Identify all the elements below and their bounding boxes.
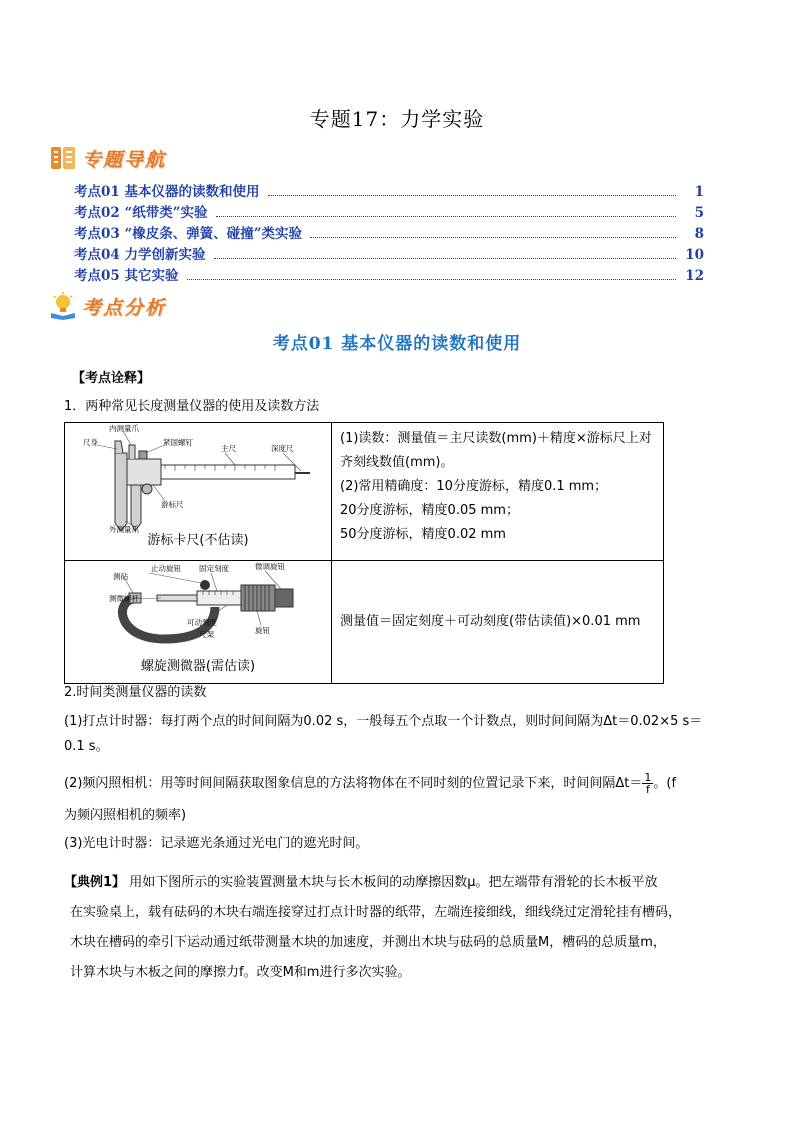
micrometer-text: 测量值＝固定刻度＋可动刻度(带估读值)×0.01 mm	[340, 614, 641, 629]
page-title: 专题17：力学实验	[309, 107, 485, 131]
micrometer-label-frame: 尺架	[199, 630, 214, 639]
micrometer-diagram	[65, 561, 331, 653]
timer-line-1: (1)打点计时器：每打两个点的时间间隔为0.02 s，一般每五个点取一个计数点，则时间间隔为Δt＝0.02×5 s＝	[64, 714, 703, 729]
caliper-label-tail: 尺身	[83, 438, 98, 447]
toc-item[interactable]: 考点02 “纸带类”实验 5	[74, 205, 704, 221]
frac-1-over-f: $\frac{1}{f}$	[644, 771, 652, 796]
caliper-text-line: 50分度游标，精度0.02 mm	[340, 527, 506, 542]
flash-line-2: 为频闪照相机的频率)	[64, 808, 187, 823]
flash-text: (2)频闪照相机：用等时间间隔获取图象信息的方法将物体在不同时刻的位置记录下来，时间间隔Δt＝	[64, 775, 643, 791]
example-line-4: 计算木块与木板之间的摩擦力f。改变M和m进行多次实验。	[70, 965, 411, 980]
photogate-line: (3)光电计时器：记录遮光条通过光电门的遮光时间。	[64, 836, 369, 851]
caliper-figure-cell	[65, 423, 332, 561]
caliper-label-depth: 深度尺	[271, 444, 294, 453]
caliper-text-line: (2)常用精确度：10分度游标，精度0.1 mm；	[340, 479, 608, 494]
micrometer-figure-cell	[65, 561, 332, 684]
micrometer-text-cell	[332, 561, 664, 684]
explain-heading: 【考点诠释】	[72, 371, 151, 386]
caliper-text-line: (1)读数：测量值＝主尺读数(mm)＋精度×游标尺上对	[340, 431, 652, 446]
micrometer-label-knob: 旋钮	[255, 626, 270, 635]
caliper-label-vernier: 游标尺	[161, 500, 184, 509]
nav-icon	[48, 143, 78, 173]
micrometer-label-stop-knob: 止动旋钮	[151, 564, 181, 573]
toc-item[interactable]: 考点04 力学创新实验 10	[74, 247, 704, 263]
flash-line-1	[64, 772, 676, 795]
micrometer-label-fine: 微调旋钮	[255, 562, 285, 571]
toc-item[interactable]: 考点01 基本仪器的读数和使用 1	[74, 184, 704, 200]
toc-item[interactable]: 考点03 “橡皮条、弹簧、碰撞”类实验 8	[74, 226, 704, 242]
instrument-table	[64, 422, 664, 684]
caliper-text-line: 20分度游标，精度0.05 mm；	[340, 503, 519, 518]
timer-line-2: 0.1 s。	[64, 739, 109, 754]
lightbulb-book-icon	[48, 291, 78, 321]
micrometer-label-fixed: 固定刻度	[199, 564, 229, 573]
example-tag: 【典例1】	[64, 875, 126, 890]
caliper-text-line: 齐刻线数值(mm)。	[340, 455, 454, 470]
example-line-3: 木块在槽码的牵引下运动通过纸带测量木块的加速度，并测出木块与砝码的总质量M，槽码的总质量m，	[70, 935, 666, 950]
micrometer-label-anvil: 测砧	[113, 572, 128, 581]
item-2-heading: 2.时间类测量仪器的读数	[64, 685, 207, 700]
caliper-text-cell	[332, 423, 664, 561]
example-line-2: 在实验桌上，载有砝码的木块右端连接穿过打点计时器的纸带，左端连接细线，细线绕过定滑轮挂有槽码，	[70, 905, 682, 920]
caliper-label-inner-jaw: 内测量爪	[109, 424, 139, 433]
micrometer-label-movable: 可动刻度	[187, 618, 217, 627]
vernier-caliper-diagram	[65, 423, 331, 533]
caliper-label-lock-screw: 紧固螺钉	[163, 438, 193, 447]
analysis-banner	[48, 291, 166, 321]
toc-item[interactable]: 考点05 其它实验 12	[74, 268, 704, 284]
flash-text-tail: 。(f	[653, 775, 677, 791]
item-1-heading: 1．两种常见长度测量仪器的使用及读数方法	[64, 399, 320, 414]
micrometer-caption: 螺旋测微器(需估读)	[140, 659, 256, 674]
caliper-label-outer-jaw: 外测量爪	[109, 525, 139, 533]
caliper-label-main-scale: 主尺	[221, 444, 236, 453]
topic-nav-banner	[48, 143, 166, 173]
table-of-contents	[74, 180, 704, 290]
section-title: 考点01 基本仪器的读数和使用	[272, 334, 522, 354]
analysis-banner-text: 考点分析	[82, 296, 167, 319]
nav-banner-text: 专题导航	[82, 148, 167, 171]
micrometer-label-spindle: 测微螺杆	[109, 594, 139, 603]
caliper-caption: 游标卡尺(不估读)	[147, 533, 249, 548]
example-line-1: 【典例1】 用如下图所示的实验装置测量木块与长木板间的动摩擦因数μ。把左端带有滑轮的长木板平放	[64, 875, 658, 890]
